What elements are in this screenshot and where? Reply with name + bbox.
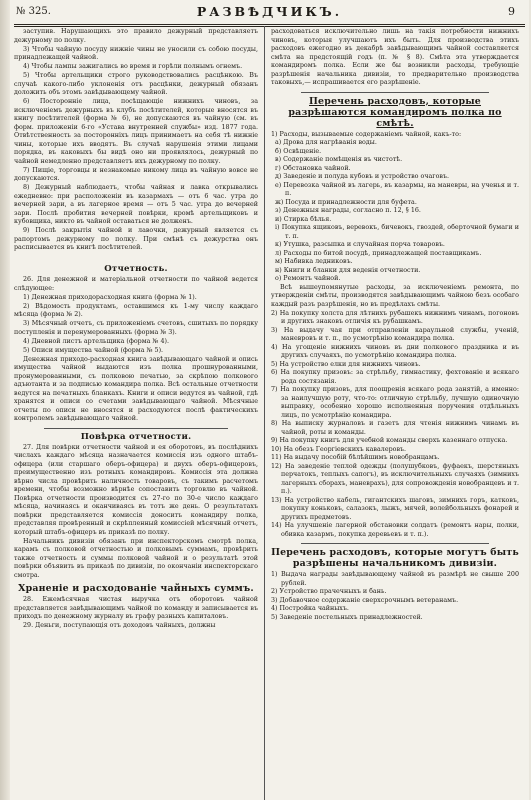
column-divider bbox=[264, 26, 265, 800]
list-item: 5) На устройство елки для нижнихъ чиновъ. bbox=[271, 360, 421, 368]
list-item: 4) Постройка чайныхъ. bbox=[271, 605, 349, 612]
section-heading: Отчетность. bbox=[104, 264, 168, 274]
paragraph: 6) Посторонніе лица, посѣщающіе нижнихъ чиновъ, за исключеніемъ дежурныхъ въ клубъ посѣтителей, которые вносятся въ книгу посѣтителей (форма № 6), не допускаются въ чайную (см. въ форм. приложеніи 6-го «Устава внутренней службы» изд. 1877 года. Отвѣтственность за посторонніхъ лицъ принимаетъ на себя тѣ нижніе чины, которые ихъ вводятъ. Въ случаѣ нарушенія этими лицами порядка, въ каковыхъ бы видѣ оно ни проявлялось, дежурный по чайной немедленно представляетъ ихъ дежурному по полку. bbox=[14, 98, 258, 165]
paragraph: 1) Денежная приходорасходная книга (форма № 1). bbox=[23, 293, 197, 301]
section-heading: Перечень расходовъ, которые разрѣшаются командиромъ полка по смѣтѣ. bbox=[288, 95, 502, 129]
paragraph: 9) Послѣ закрытія чайной и лавочки, дежурный является съ рапортомъ дежурному по полку. При смѣнѣ съ дежурства онъ расписывается въ книгѣ посѣтителей. bbox=[14, 227, 258, 251]
paragraph: 8) Дежурный наблюдаетъ, чтобы чайная и лавка открывались ежедневно: при расположеніи въ казармахъ — отъ 6 час. утра до вечерней зари, а въ лагерное время — отъ 5 час. утра до вечерней зари. Послѣ пробития вечерней повѣрки, кромѣ артельщиковъ и кубовщика, никто въ чайной оставаться не долженъ. bbox=[14, 184, 258, 225]
list-item: 14) На улучшеніе лагерной обстановки солдатъ (ремонтъ нары, полки, обивка казармъ, покупка деревьевъ и т. п.). bbox=[271, 522, 519, 538]
section-separator bbox=[301, 92, 489, 93]
list-item: 11) На выдачу пособій бѣлѣйшимъ новобранцамъ. bbox=[271, 454, 440, 461]
section-heading: Перечень расходовъ, которые могутъ быть разрѣшены начальникомъ дивизіи. bbox=[271, 547, 519, 569]
paragraph: расходоваться исключительно лишь на такія потребности нижнихъ чиновъ, которыя улучшаютъ ихъ быть. Для производства этихъ расходовъ ежегодно въ декабрѣ завѣдывающимъ чайной составляется смѣта на предстоящій годъ (п. № § 8). Смѣта эта утверждается командиромъ полка. Если же бы возникли расходы, требующіе разрѣшенія начальника дивизіи, то предварительно производства таковыхъ,— испрашивается его разрѣшеніе. bbox=[271, 28, 519, 86]
masthead-title: РАЗВѢДЧИКЪ. bbox=[196, 4, 343, 19]
list-item: 5) Заведеніе постельныхъ принадлежностей. bbox=[271, 613, 423, 621]
paragraph: заступив. Нарушающихъ это правило дежурный представляетъ дежурному по полку. bbox=[14, 28, 258, 44]
paragraph: 5) Чтобы артельщики строго руководствовались расцѣнкою. Въ случаѣ какого-либо уклоненія отъ расцѣнки, дежурный обязанъ доложить объ этомъ завѣдывающему чайной. bbox=[14, 72, 258, 96]
list-item: 9) На покупку книгъ для учебной команды сверхъ казеннаго отпуска. bbox=[271, 437, 508, 444]
list-item: і) Покупка ящиковъ, веревокъ, бичевокъ, гвоздей, оберточной бумаги и т. п. bbox=[275, 224, 519, 240]
list-item: о) Ремонтъ чайной. bbox=[275, 275, 341, 282]
paragraph: Денежная приходо-расходная книга завѣдывающаго чайной и опись имущества чайной выдаются изъ полка прошнурованными, пронумерованными, съ полковою печатью, за скрѣпою полкового адъютанта и за подписью командира полка. Всѣ остальные отчетности ведутся на печатныхъ бланкахъ. Книги и описи ведутся въ чайной, гдѣ хранятся и описи со счетами завѣдывающаго чайной. Мѣсячные отчеты по описи не вносятся и расходуются послѣ фактическихъ контролемъ завѣдывающаго чайной. bbox=[14, 355, 258, 422]
paragraph: Начальникъ дивизіи обязанъ при инспекторскомъ смотрѣ полка, карамъ съ полковой отчетностью и полковымъ суммамъ, провѣрить также отчетность и суммы полковой чайной и о результатѣ этой повѣрки объявить въ приказѣ по дивизіи, по окончаніи инспекторскаго смотра. bbox=[14, 537, 258, 579]
paragraph: 3) Мѣсячный отчетъ, съ приложеніемъ счетовъ, сшитыхъ по порядку поступленія и перенумерованныхъ (форма № 3). bbox=[14, 320, 258, 336]
page-spine-shadow bbox=[0, 0, 10, 800]
list-item: 10) На обезъ Георгіевскихъ кавалеровъ. bbox=[271, 445, 407, 453]
list-item: н) Книги и бланки для веденія отчетности. bbox=[275, 266, 421, 274]
list-item: е) Перевозка чайной въ лагерь, въ казармы, на маневры, на ученья и т. п. bbox=[275, 181, 519, 197]
section-heading: Храненіе и расходованіе чайныхъ суммъ. bbox=[18, 583, 254, 594]
paragraph: 2) Вѣдомость продуктамъ, оставшимся къ 1-му числу каждаго мѣсяца (форма № 2). bbox=[14, 302, 258, 318]
paragraph: 4) Чтобы лампы зажигались во время и горѣли полнымъ огнемъ. bbox=[23, 63, 243, 70]
list-item: 2) Устройство прачечныхъ и бань. bbox=[271, 588, 387, 595]
paragraph: 27. Для повѣрки отчетности чайной и ея оборотовъ, въ послѣднихъ числахъ каждаго мѣсяца назначается комиссія изъ одного штабъ-офицера (или старшаго оберъ-офицера) и двухъ оберъ-офицеровъ, преимущественно изъ ротныхъ командировъ. Комиссія эта должна вѣрно числа провѣрить наличность товаровъ, съ такимъ расчетомъ времени, чтобы возможно вѣрнѣе сопоставить торговлю въ чайной. Повѣрка отчетности производится съ 27-го по 30-е число каждаго мѣсяца, начинаясь и оканчиваясь въ тотъ же день. О результатахъ повѣрки представляется комиссія доноситъ командиру полка, представляя провѣренный и скрѣпленный комиссіей мѣсячный отчетъ, который штабъ-офицеръ въ приказѣ по полку. bbox=[14, 443, 258, 536]
list-item: 8) На выписку журналовъ и газетъ для чтенія нижнимъ чинамъ въ чайной, роты и команды. bbox=[271, 420, 519, 436]
list-item: ж) Посуда и принадлежности для буфета. bbox=[275, 198, 417, 206]
paragraph: 5) Описи имущества чайной (форма № 5). bbox=[23, 346, 164, 354]
list-item: к) Утушка, разсыпка и случайная порча товаровъ. bbox=[275, 241, 445, 248]
paragraph: 4) Дневной листъ артельщика (форма № 4). bbox=[23, 337, 169, 345]
list-item: 3) На выдачу чая при отправленіи караульной службы, ученій, маневровъ и т. п., по усмотрѣнію командира полка. bbox=[271, 326, 519, 342]
paragraph: 3) Чтобы чайную посуду нижніе чины не уносили съ собою посуды, принадлежащей чайной. bbox=[14, 45, 258, 61]
paragraph: Всѣ вышеупомянутые расходы, за исключеніемъ ремонта, по утвержденіи смѣты, производятся завѣдывающимъ чайною безъ особаго каждый разъ разрѣшенія, но въ предѣлахъ смѣты. bbox=[271, 283, 519, 308]
list-item: 13) На устройство кабель, гигантскихъ шаговъ, зимнихъ горъ, катковъ, покупку коньковъ, салазокъ, лыжъ, мячей, волейбольныхъ фонарей и другихъ предметовъ. bbox=[271, 496, 519, 521]
paragraph: 26. Для денежной и матеріальной отчетности по чайной ведется слѣдующее: bbox=[14, 276, 258, 292]
list-item: 12) На заведеніе теплой одежды (полушубковъ, фуфаекъ, шерстяныхъ перчатокъ, теплыхъ сапогъ), въ исключительныхъ случаяхъ (зимнихъ лагерныхъ сборахъ, маневрахъ), для сопровожденія новобранцевъ и т. п.). bbox=[271, 462, 519, 495]
section-separator bbox=[301, 543, 489, 544]
list-item: 7) На покупку призовъ, для поощренія всякаго рода занятій, а именно: за наилучшую роту, что-то: отличную стрѣльбу, лучшую одиночную выправку, особенно хорошо исполненныя поручения отдѣльныхъ лицъ, по усмотрѣнію командира. bbox=[271, 386, 519, 419]
newspaper-page bbox=[10, 0, 529, 800]
list-item: з) Денежныя награды, согласно п. 12, § 16. bbox=[275, 207, 421, 214]
list-item: в) Содержаніе помѣщенія въ чистотѣ. bbox=[275, 156, 403, 163]
section-separator bbox=[44, 428, 228, 429]
list-item: 4) На угощеніе нижнихъ чиновъ въ дни полкового праздника и въ другихъ случаяхъ, по усмотрѣнію командира полка. bbox=[271, 343, 519, 359]
issue-number: № 325. bbox=[16, 6, 51, 17]
list-item: 1) Расходы, вызываемые содержаніемъ чайной, какъ-то: bbox=[271, 130, 462, 138]
list-item: 2) На покупку холста для лѣтнихъ рубашекъ нижнимъ чинамъ, погоновъ и другихъ знаковъ отличія къ рубашкамъ. bbox=[271, 309, 519, 325]
paragraph: 28. Ежемѣсячная чистая выручка отъ оборотовъ чайной представляется завѣдывающимъ чайной по команду и записывается въ приходъ по денежному журналу въ графу разныхъ капиталовъ. bbox=[14, 596, 258, 620]
list-item: д) Заведеніе и полуда кубовъ и устройство очаговъ. bbox=[275, 173, 450, 180]
spacer bbox=[14, 253, 258, 261]
list-item: 3) Добавочное содержаніе сверхсрочнымъ ветеранамъ. bbox=[271, 596, 459, 604]
list-item: 1) Выдача награды завѣдывающему чайной въ размѣрѣ не свыше 200 рублей. bbox=[271, 571, 519, 587]
page-number: 9 bbox=[508, 5, 515, 18]
paragraph: 29. Деньги, поступающія отъ доходовъ чайныхъ, должны bbox=[23, 622, 216, 629]
left-column bbox=[14, 28, 258, 631]
list-item: м) Набивка ледниковъ. bbox=[275, 258, 353, 265]
list-item: и) Стирка бѣлья. bbox=[275, 215, 332, 223]
list-item: л) Расходы по битой посудѣ, принадлежащей поставщикамъ. bbox=[275, 249, 482, 257]
list-item: 6) На покупку призовъ: за стрѣльбу, гимнастику, фехтованіе и всякаго рода состязанія. bbox=[271, 369, 519, 385]
list-item: а) Дрова для нагрѣванія воды. bbox=[275, 139, 377, 146]
list-item: б) Освѣщеніе. bbox=[275, 147, 322, 155]
header-rule bbox=[14, 24, 525, 27]
section-heading: Повѣрка отчетности. bbox=[80, 431, 192, 442]
paragraph: 7) Пищіе, торговцы и незнакомые никому лица въ чайную вовсе не допускаются. bbox=[14, 166, 258, 182]
list-item: г) Обстановка чайной. bbox=[275, 164, 351, 172]
page-header bbox=[10, 4, 529, 24]
right-column bbox=[271, 28, 519, 622]
